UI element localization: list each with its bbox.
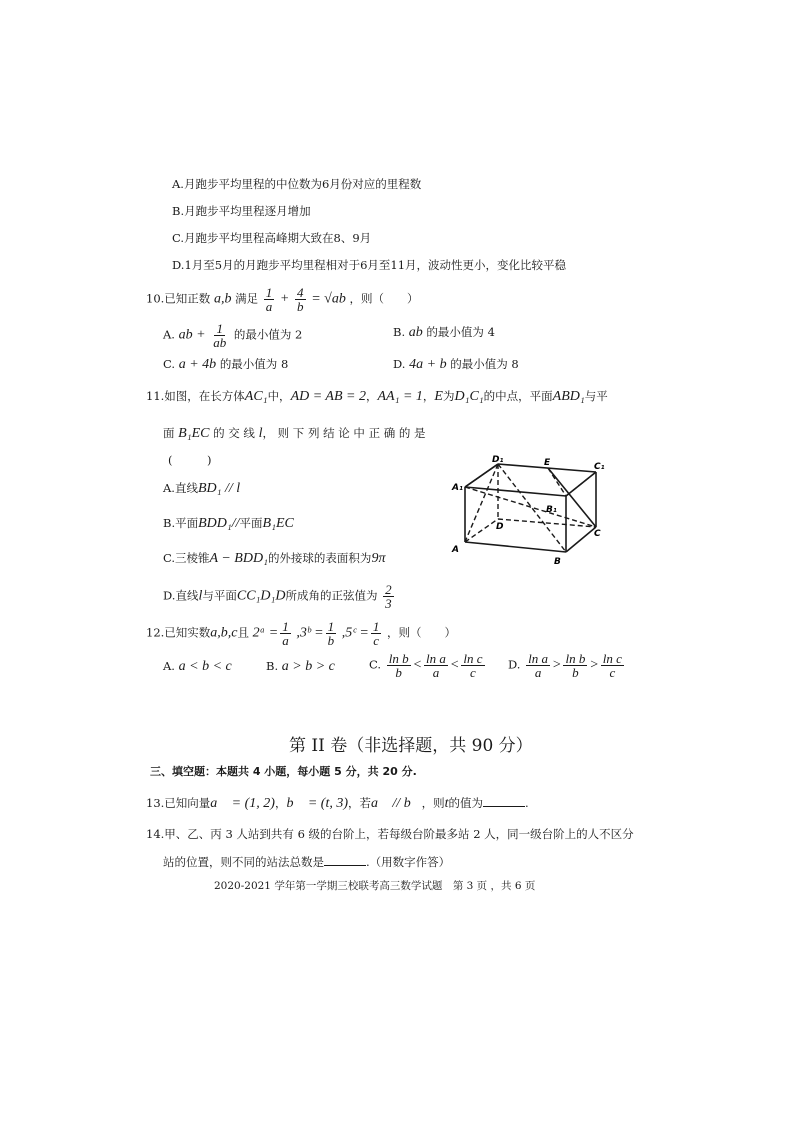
page-footer: 2020-2021 学年第一学期三校联考高三数学试题 第 3 页 ，共 6 页: [214, 880, 536, 892]
q10-option-b: B. ab 的最小值为 4: [393, 325, 495, 340]
label-c1: C₁: [594, 462, 605, 472]
q10-option-c: C. a + 4b 的最小值为 8: [163, 357, 289, 372]
q11-option-b: B.平面BDD₁//平面B₁EC: [163, 516, 294, 531]
q10-stem-prefix: 10.已知正数: [146, 291, 211, 306]
q12-stem: 12.已知实数a,b,c且 2ᵃ = $\frac{1}{a}$ ,3ᵇ = $\frac{1}{b}$ ,5ᶜ = $\frac{1}{c}$ ，则（ ）: [146, 619, 457, 648]
q10-stem-suffix: ，则（ ）: [349, 291, 419, 306]
label-d1: D₁: [492, 455, 504, 465]
q10-stem-vars: a,b: [213, 291, 232, 307]
label-b: B: [554, 557, 561, 567]
q12-option-d: D. $\frac{\text{ln a}}{a}$ > $\frac{\text{ln b}}{b}$ > $\frac{\text{ln c}}{c}$: [508, 651, 622, 680]
q9-option-b: B.月跑步平均里程逐月增加: [172, 204, 311, 218]
q9-option-c: C.月跑步平均里程高峰期大致在8、9月: [172, 231, 372, 245]
q11-stem-line2: 面 B₁EC 的 交 线 l， 则 下 列 结 论 中 正 确 的 是: [163, 426, 426, 441]
q10-option-d: D. 4a + b 的最小值为 8: [393, 357, 519, 372]
q9-option-a: A.月跑步平均里程的中位数为6月份对应的里程数: [172, 177, 422, 191]
section3-heading: 三、填空题：本题共 4 小题，每小题 5 分，共 20 分.: [150, 765, 417, 778]
q11-option-c: C.三棱锥A − BDD₁的外接球的表面积为9π: [163, 551, 386, 566]
q11-stem-line1: 11.如图，在长方体AC₁中，AD = AB = 2，AA₁ = 1，E为D₁C₁的中点，平面ABD₁与平: [146, 389, 608, 404]
q11-paren: ( ): [168, 453, 212, 467]
label-c: C: [594, 529, 601, 539]
label-e: E: [544, 458, 551, 468]
label-b1: B₁: [546, 505, 557, 515]
q10-option-a: A. ab + $\frac{1}{ab}$ 的最小值为 2: [163, 321, 303, 350]
q14-line2: 站的位置，则不同的站法总数是 .（用数字作答）: [163, 855, 451, 869]
q10-frac-2: $\frac{4}{b}$: [297, 285, 304, 314]
q10-stem: 10.已知正数 a,b 满足 $\frac{1}{a}$ + $\frac{4}{b}$ = √ab ，则（ ）: [146, 285, 419, 314]
q10-frac-1: $\frac{1}{a}$: [265, 285, 273, 314]
q14-line1: 14.甲、乙、丙 3 人站到共有 6 级的台阶上，若每级台阶最多站 2 人，同一级台阶上的人不区分: [146, 827, 634, 841]
q12-option-b: B. a > b > c: [266, 659, 335, 674]
part2-title: 第 II 卷（非选择题，共 90 分）: [289, 736, 533, 756]
label-a1: A₁: [452, 483, 463, 493]
q14-answer-blank[interactable]: [324, 853, 366, 866]
q9-option-d: D.1月至5月的月跑步平均里程相对于6月至11月，波动性更小，变化比较平稳: [172, 258, 567, 272]
q12-option-a: A. a < b < c: [163, 659, 232, 674]
label-a: A: [452, 545, 459, 555]
q10-stem-mid: 满足: [235, 291, 259, 306]
q13: 13.已知向量a⃗ = (1, 2)，b⃗ = (t, 3)，若a⃗ // b⃗，则t的值为 .: [146, 796, 529, 811]
q13-answer-blank[interactable]: [483, 794, 525, 807]
cuboid-figure: [448, 452, 618, 570]
label-d: D: [496, 522, 504, 532]
q11-option-a: A.直线BD₁ // l: [163, 481, 241, 496]
q10-stem-eq: = √ab: [311, 291, 346, 307]
q12-option-c: C. $\frac{\text{ln b}}{b}$ < $\frac{\text{ln a}}{a}$ < $\frac{\text{ln c}}{c}$: [369, 651, 483, 680]
q11-option-d: D.直线l与平面CC₁D₁D所成角的正弦值为 $\frac{2}{3}$: [163, 582, 392, 611]
